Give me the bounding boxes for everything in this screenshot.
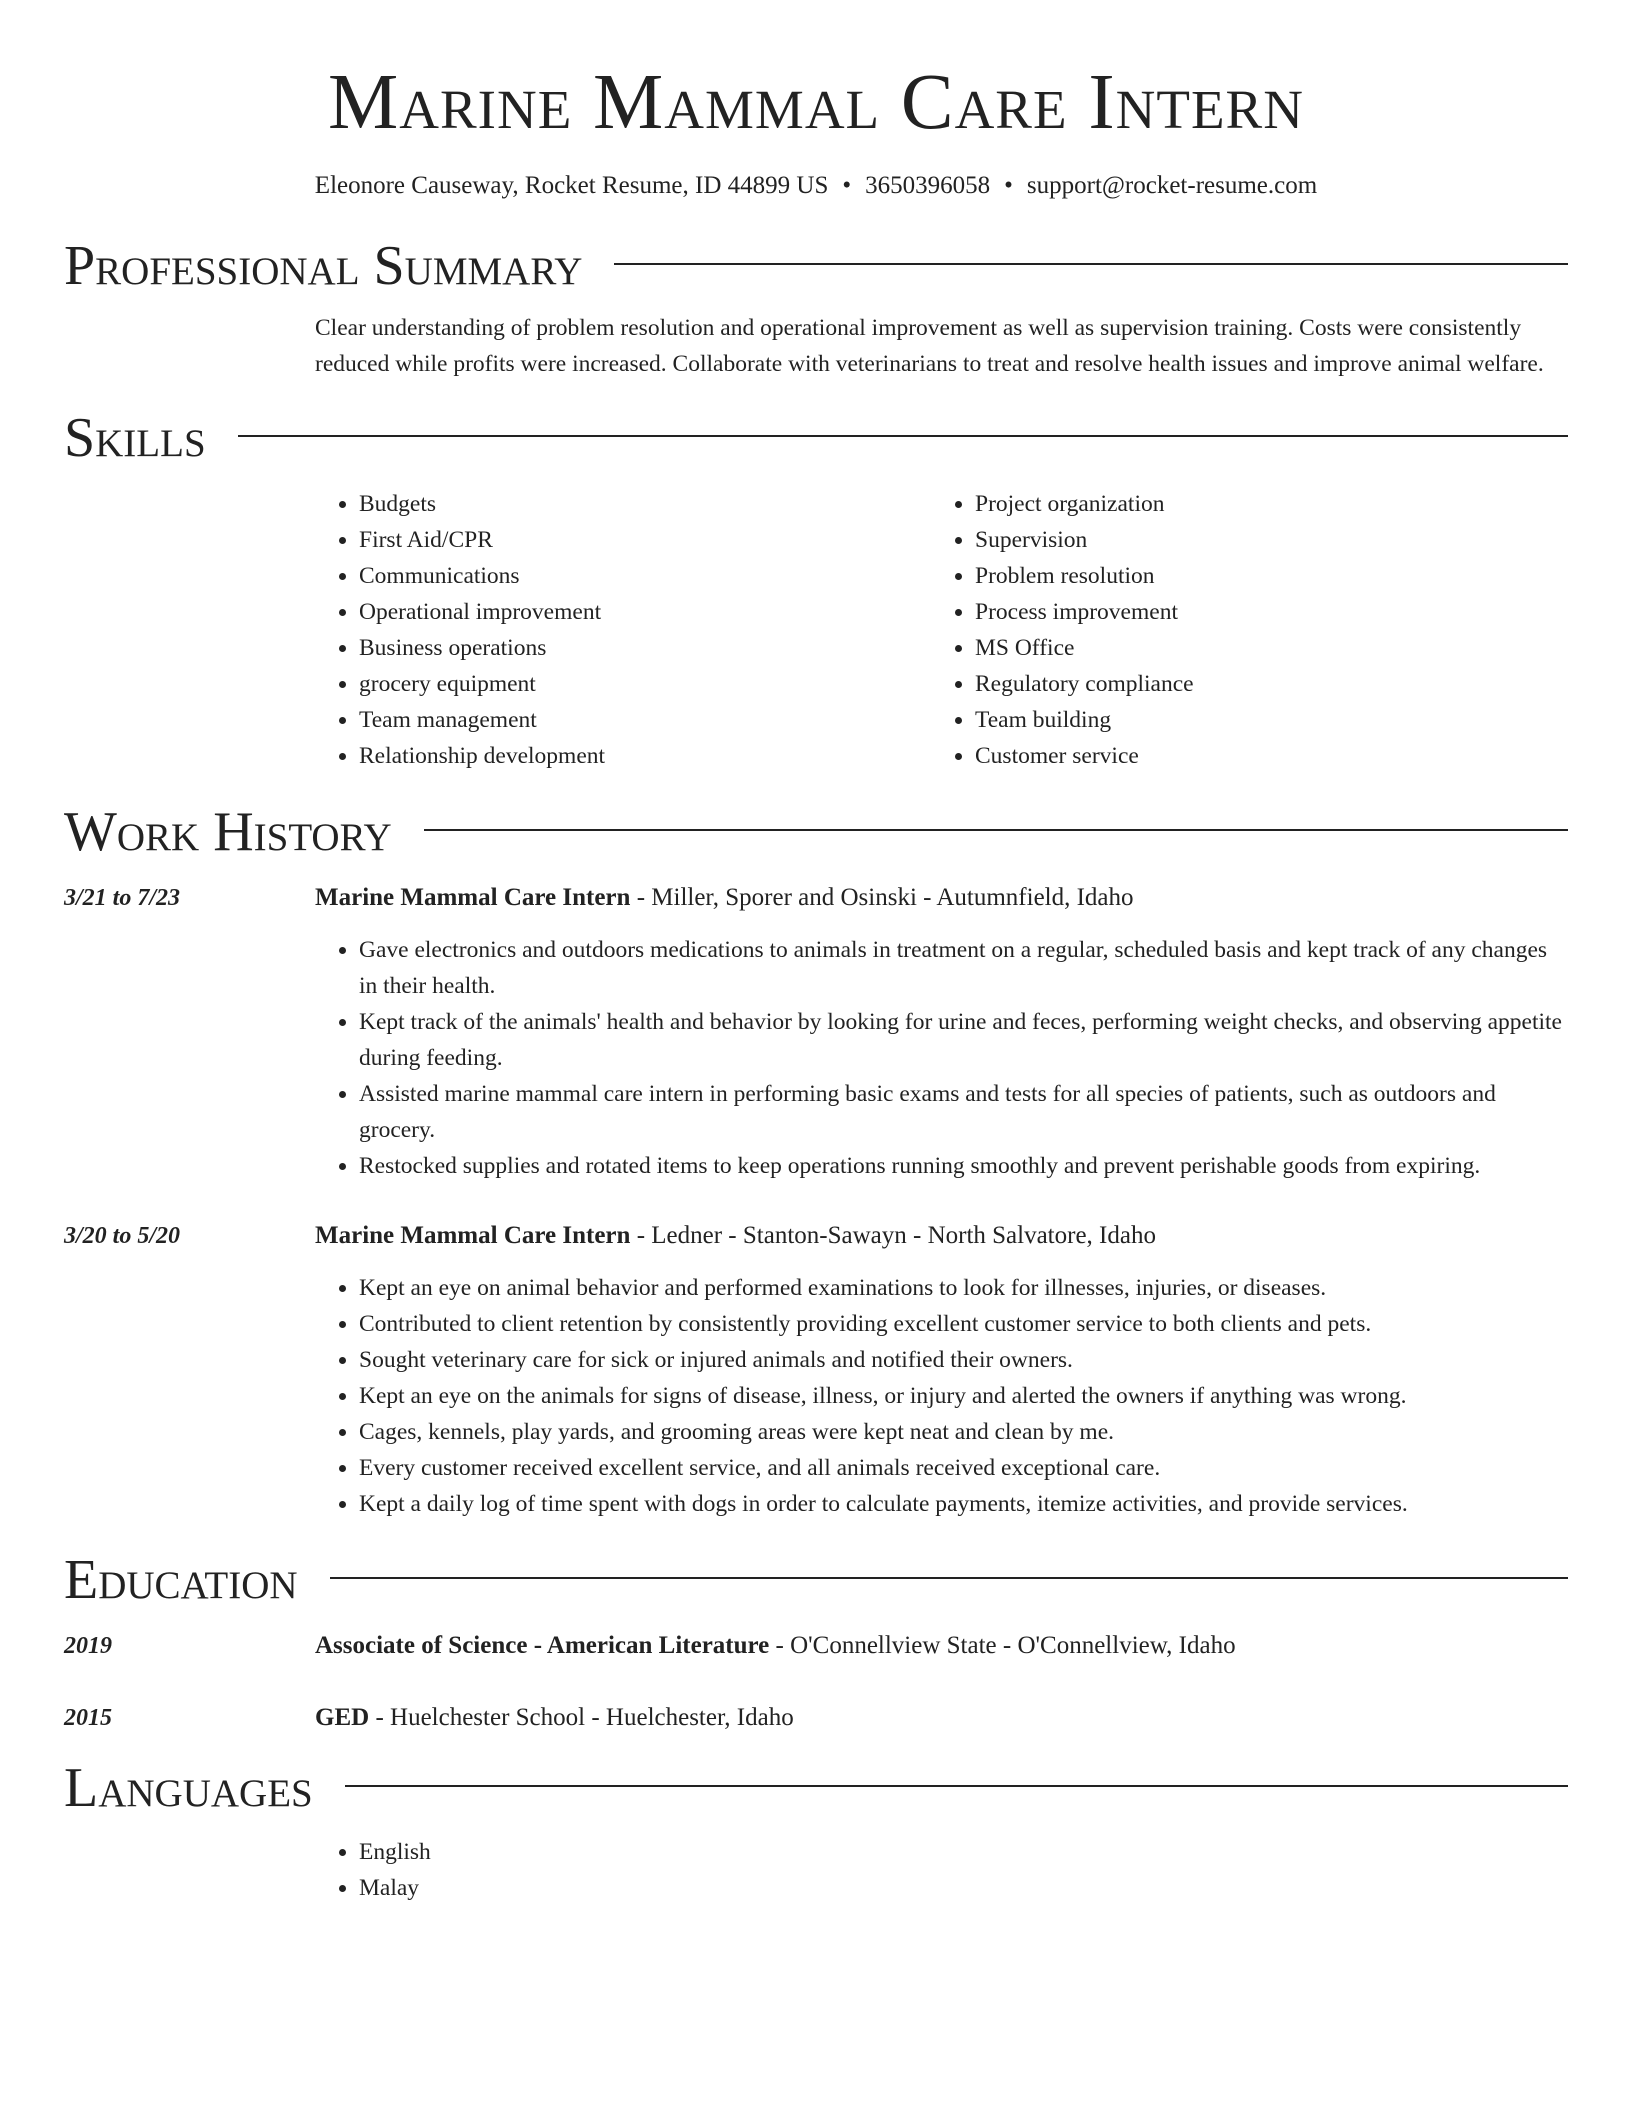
work-bullet: • Assisted marine mammal care intern in performing basic exams and tests for all species of patients, such as outdoors and grocery.: [359, 1076, 1568, 1148]
skill-item: • Process improvement: [975, 594, 1531, 630]
section-title-summary: Professional Summary: [64, 235, 583, 297]
summary-text: Clear understanding of problem resolution and operational improvement as well as supervision training. Costs were consistently reduced while profits were increased. Collaborate with veterinarians to treat and resolve health issues and improve animal welfare.: [315, 315, 1544, 377]
skill-item: • Relationship development: [359, 738, 931, 774]
work-bullet: • Kept an eye on the animals for signs of disease, illness, or injury and alerted the owners if anything was wrong.: [359, 1378, 1568, 1414]
section-title-languages: Languages: [64, 1757, 313, 1819]
work-dates: 3/20 to 5/20: [64, 1223, 181, 1249]
education-year: 2019: [64, 1633, 112, 1659]
work-bullet: • Cages, kennels, play yards, and grooming areas were kept neat and clean by me.: [359, 1414, 1568, 1450]
contact-separator: •: [1004, 172, 1013, 199]
work-bullet: • Gave electronics and outdoors medications to animals in treatment on a regular, scheduled basis and kept track of any changes in their health.: [359, 932, 1568, 1004]
resume-title: Marine Mammal Care Intern: [328, 59, 1304, 146]
education-entry: [64, 1700, 1568, 1736]
skill-item: • Supervision: [975, 522, 1531, 558]
work-bullet: • Contributed to client retention by consistently providing excellent customer service to both clients and pets.: [359, 1306, 1568, 1342]
work-entry: [64, 1218, 1568, 1522]
employer-details: - Miller, Sporer and Osinski - Autumnfield, Idaho: [630, 884, 1134, 911]
languages-list: [315, 1834, 1568, 1906]
skill-item: • MS Office: [975, 630, 1531, 666]
section-divider: [330, 1577, 1568, 1579]
section-divider: [424, 829, 1568, 831]
contact-separator: •: [842, 172, 852, 199]
language-item: • English: [359, 1834, 1568, 1870]
section-divider: [238, 435, 1568, 437]
skills-section: [64, 406, 1568, 774]
skill-item: • Problem resolution: [975, 558, 1531, 594]
skill-item: • Customer service: [975, 738, 1531, 774]
skill-item: • Project organization: [975, 486, 1531, 522]
education-heading: [315, 1628, 1568, 1664]
summary-header: [64, 234, 1568, 298]
skill-item: • Regulatory compliance: [975, 666, 1531, 702]
education-header: [64, 1548, 1568, 1612]
work-bullet: • Every customer received excellent service, and all animals received exceptional care.: [359, 1450, 1568, 1486]
work-bullet: • Sought veterinary care for sick or injured animals and notified their owners.: [359, 1342, 1568, 1378]
employer-details: - Ledner - Stanton-Sawayn - North Salvatore, Idaho: [630, 1222, 1156, 1249]
education-heading: [315, 1700, 1568, 1736]
skills-header: [64, 406, 1568, 470]
skill-item: • First Aid/CPR: [359, 522, 931, 558]
skill-item: • Business operations: [359, 630, 931, 666]
skill-item: • Communications: [359, 558, 931, 594]
education-year: 2015: [64, 1705, 112, 1731]
skill-item: • Team building: [975, 702, 1531, 738]
skill-item: • Operational improvement: [359, 594, 931, 630]
languages-header: [64, 1756, 1568, 1820]
language-item: • Malay: [359, 1870, 1568, 1906]
work-entry-heading: [315, 880, 1568, 916]
work-bullets: [315, 1270, 1568, 1522]
education-entry: [64, 1628, 1568, 1664]
work-section: [64, 800, 1568, 1522]
work-entry: [64, 880, 1568, 1184]
work-bullet: • Restocked supplies and rotated items to keep operations running smoothly and prevent perishable goods from expiring.: [359, 1148, 1568, 1184]
education-section: [64, 1548, 1568, 1736]
work-entry-heading: [315, 1218, 1568, 1254]
work-entry-body: [315, 1218, 1568, 1522]
work-header: [64, 800, 1568, 864]
languages-section: [64, 1756, 1568, 1906]
degree-title: GED: [315, 1704, 370, 1731]
degree-title: Associate of Science - American Literature: [315, 1632, 770, 1659]
skills-list-right: [931, 486, 1531, 774]
contact-address: Eleonore Causeway, Rocket Resume, ID 44899 US: [314, 172, 829, 199]
skill-item: • Budgets: [359, 486, 931, 522]
work-bullets: [315, 932, 1568, 1184]
work-dates: 3/21 to 7/23: [64, 885, 181, 911]
skill-item: • grocery equipment: [359, 666, 931, 702]
contact-line: [64, 168, 1568, 204]
work-bullet: • Kept track of the animals' health and behavior by looking for urine and feces, performing weight checks, and observing appetite during feeding.: [359, 1004, 1568, 1076]
school-details: - O'Connellview State - O'Connellview, Idaho: [769, 1632, 1236, 1659]
job-title: Marine Mammal Care Intern: [315, 884, 631, 911]
contact-email: support@rocket-resume.com: [1026, 172, 1318, 199]
work-bullet: • Kept an eye on animal behavior and performed examinations to look for illnesses, injuries, or diseases.: [359, 1270, 1568, 1306]
work-bullet: • Kept a daily log of time spent with dogs in order to calculate payments, itemize activities, and provide services.: [359, 1486, 1568, 1522]
contact-phone: 3650396058: [865, 172, 991, 199]
section-title-work: Work History: [64, 801, 392, 863]
skills-grid: [315, 486, 1568, 774]
job-title: Marine Mammal Care Intern: [315, 1222, 631, 1249]
skills-list-left: [315, 486, 931, 774]
section-divider: [614, 263, 1568, 265]
section-title-skills: Skills: [64, 407, 206, 469]
school-details: - Huelchester School - Huelchester, Idaho: [369, 1704, 794, 1731]
summary-section: [64, 234, 1568, 382]
section-divider: [345, 1785, 1568, 1787]
work-entry-body: [315, 880, 1568, 1184]
skill-item: • Team management: [359, 702, 931, 738]
section-title-education: Education: [64, 1549, 298, 1611]
